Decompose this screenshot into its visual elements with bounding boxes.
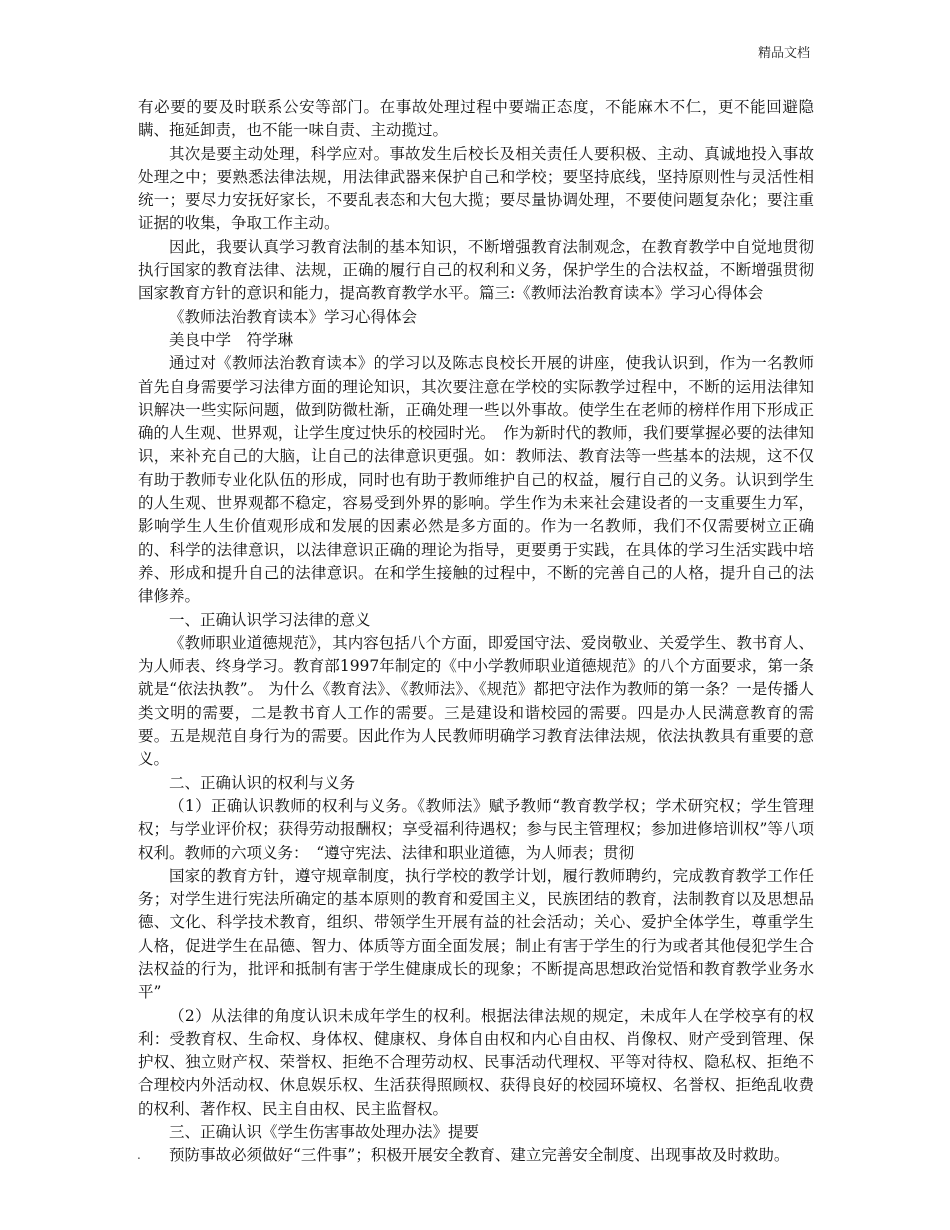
document-body (138, 96, 814, 1168)
section-heading: 三、正确认识《学生伤害事故处理办法》提要 (169, 1123, 480, 1142)
paragraph: 其次是要主动处理，科学应对。事故发生后校长及相关责任人要积极、主动、真诚地投入事故处理之中；要熟悉法律法规，用法律武器来保护自己和学校；要坚持底线，坚持原则性与灵活性相统一；要尽力安抚好家长，不要乱表态和大包大揽；要尽量协调处理，不要使问题复杂化；要注重证据的收集，争取工作主动。 (138, 144, 814, 233)
paragraph: 预防事故必须做好“三件事”；积极开展安全教育、建立完善安全制度、出现事故及时救助。 (169, 1146, 790, 1165)
article-title: 《教师法治教育读本》学习心得体会 (169, 307, 418, 326)
paragraph: 因此，我要认真学习教育法制的基本知识，不断增强教育法制观念，在教育教学中自觉地贯彻执行国家的教育法律、法规，正确的履行自己的权利和义务，保护学生的合法权益，不断增强贯彻国家教育方针的意识和能力，提高教育教学水平。篇三:《教师法治教育读本》学习心得体会 (138, 237, 814, 303)
section-heading: 二、正确认识的权利与义务 (169, 773, 356, 792)
paragraph: 通过对《教师法治教育读本》的学习以及陈志良校长开展的讲座，使我认识到，作为一名教师首先自身需要学习法律方面的理论知识，其次要注意在学校的实际教学过程中，不断的运用法律知识解决一些实际问题，做到防微杜渐，正确处理一些以外事故。使学生在老师的榜样作用下形成正确的人生观、世界观，让学生度过快乐的校园时光。 作为新时代的教师，我们要掌握必要的法律知识，来补充自己的大脑，让自己的法律意识更强。如：教师法、教育法等一些基本的法规，这不仅有助于教师专业化队伍的形成，同时也有助于教师维护自己的权益，履行自己的义务。认识到学生的人生观、世界观都不稳定，容易受到外界的影响。学生作为未来社会建设者的一支重要生力军，影响学生人生价值观形成和发展的因素必然是多方面的。作为一名教师，我们不仅需要树立正确的、科学的法律意识，以法律意识正确的理论为指导，更要勇于实践，在具体的学习生活实践中培养、形成和提升自己的法律意识。在和学生接触的过程中，不断的完善自己的人格，提升自己的法律修养。 (138, 354, 814, 606)
paragraph: 国家的教育方针，遵守规章制度，执行学校的教学计划，履行教师聘约，完成教育教学工作任务；对学生进行宪法所确定的基本原则的教育和爱国主义，民族团结的教育，法制教育以及思想品德、文化、科学技术教育，组织、带领学生开展有益的社会活动；关心、爱护全体学生，尊重学生人格，促进学生在品德、智力、体质等方面全面发展；制止有害于学生的行为或者其他侵犯学生合法权益的行为，批评和抵制有害于学生健康成长的现象；不断提高思想政治觉悟和教育教学业务水平” (138, 866, 814, 1002)
paragraph: 有必要的要及时联系公安等部门。在事故处理过程中要端正态度，不能麻木不仁，更不能回避隐瞒、拖延卸责，也不能一味自责、主动揽过。 (138, 98, 814, 140)
author-line: 美良中学 符学琳 (169, 330, 294, 349)
section-heading: 一、正确认识学习法律的意义 (169, 610, 371, 629)
paragraph: （2）从法律的角度认识未成年学生的权利。根据法律法规的规定，未成年人在学校享有的权利：受教育权、生命权、身体权、健康权、身体自由权和内心自由权、肖像权、财产受到管理、保护权、独立财产权、荣誉权、拒绝不合理劳动权、民事活动代理权、平等对待权、隐私权、拒绝不合理校内外活动权、休息娱乐权、生活获得照顾权、获得良好的校园环境权、名誉权、拒绝乱收费的权利、著作权、民主自由权、民主监督权。 (138, 1006, 814, 1118)
header-tag: 精品文档 (757, 46, 810, 61)
paragraph: 《教师职业道德规范》，其内容包括八个方面，即爱国守法、爱岗敬业、关爱学生、教书育人、为人师表、终身学习。教育部1997年制定的《中小学教师职业道德规范》的八个方面要求，第一条就是“依法执教”。 为什么《教育法》、《教师法》、《规范》都把守法作为教师的第一条？一是传播人类文明的需要，二是教书育人工作的需要。三是建设和谐校园的需要。四是办人民满意教育的需要。五是规范自身行为的需要。因此作为人民教师明确学习教育法律法规，依法执教具有重要的意义。 (138, 633, 814, 769)
paragraph: （1）正确认识教师的权利与义务。《教师法》赋予教师“教育教学权；学术研究权；学生管理权；与学业评价权；获得劳动报酬权；享受福利待遇权；参与民主管理权；参加进修培训权”等八项权利。教师的六项义务： “遵守宪法、法律和职业道德，为人师表；贯彻 (138, 796, 814, 862)
footer-dot: . (137, 1148, 141, 1162)
